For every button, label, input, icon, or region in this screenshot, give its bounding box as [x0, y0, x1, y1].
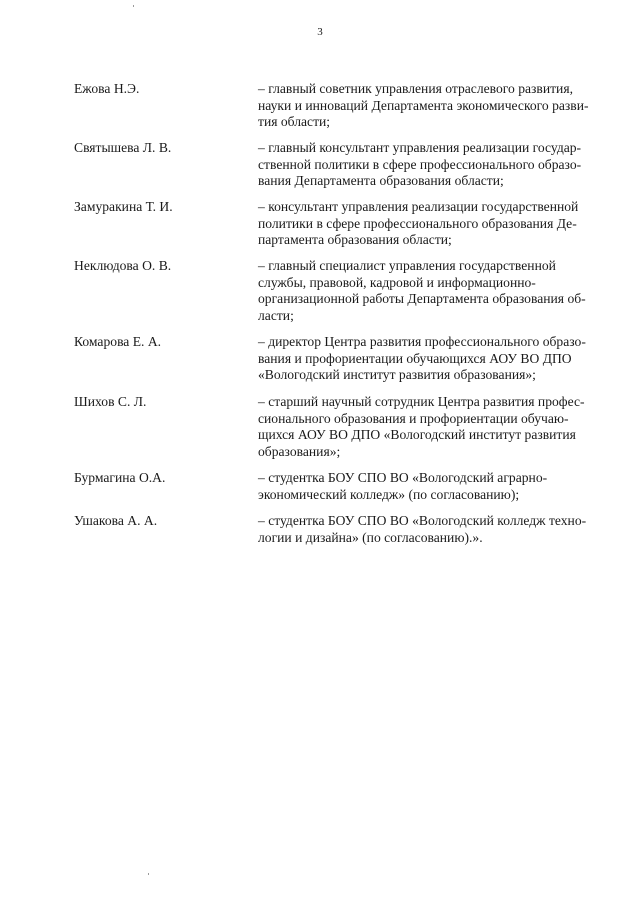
description-line: вания и профориентации обучающихся АОУ ВО ДПО	[258, 350, 572, 366]
scan-speck	[148, 873, 149, 875]
description-line: – старший научный сотрудник Центра развития профес-	[258, 394, 585, 409]
description-line: – консультант управления реализации государственной	[258, 199, 579, 214]
page-number: 3	[317, 26, 323, 38]
member-name: Комарова Е. А.	[74, 334, 162, 349]
description-line: службы, правовой, кадровой и информационно-	[258, 274, 536, 290]
description-line: – главный советник управления отраслевого развития,	[258, 81, 573, 96]
member-description	[258, 394, 630, 460]
description-line: политики в сфере профессионального образования Де-	[258, 215, 577, 231]
member-name: Шихов С. Л.	[74, 394, 147, 409]
description-line: ласти;	[258, 307, 294, 323]
description-line: – студентка БОУ СПО ВО «Вологодский аграрно-	[258, 470, 548, 485]
member-name: Бурмагина О.А.	[74, 470, 166, 485]
member-description	[258, 513, 630, 546]
member-description	[258, 140, 630, 190]
member-description	[258, 258, 630, 324]
member-name: Неклюдова О. В.	[74, 258, 172, 273]
description-line: экономический колледж» (по согласованию);	[258, 486, 520, 502]
member-description	[258, 81, 630, 131]
description-line: сионального образования и профориентации обучаю-	[258, 410, 569, 426]
description-line: тия области;	[258, 114, 331, 130]
description-line: «Вологодский институт развития образования»;	[258, 367, 536, 383]
description-line: науки и инноваций Департамента экономического разви-	[258, 97, 589, 113]
description-line: организационной работы Департамента образования об-	[258, 291, 586, 307]
description-line: вания Департамента образования области;	[258, 173, 504, 189]
description-line: логии и дизайна» (по согласованию).».	[258, 529, 483, 545]
scan-speck	[133, 5, 134, 7]
description-line: – главный консультант управления реализации государ-	[258, 140, 582, 155]
description-line: ственной политики в сфере профессионального образо-	[258, 156, 582, 172]
member-name: Замуракина Т. И.	[74, 199, 173, 214]
member-name: Ушакова А. А.	[74, 513, 158, 528]
member-name: Святышева Л. В.	[74, 140, 172, 155]
description-line: – директор Центра развития профессионального образо-	[258, 334, 586, 349]
description-line: – студентка БОУ СПО ВО «Вологодский колледж техно-	[258, 513, 587, 528]
member-description	[258, 334, 630, 384]
description-line: образования»;	[258, 443, 341, 459]
member-description	[258, 199, 630, 249]
description-line: партамента образования области;	[258, 232, 452, 248]
member-name: Ежова Н.Э.	[74, 81, 140, 96]
description-line: щихся АОУ ВО ДПО «Вологодский институт развития	[258, 427, 576, 443]
member-description	[258, 470, 630, 503]
description-line: – главный специалист управления государственной	[258, 258, 556, 273]
